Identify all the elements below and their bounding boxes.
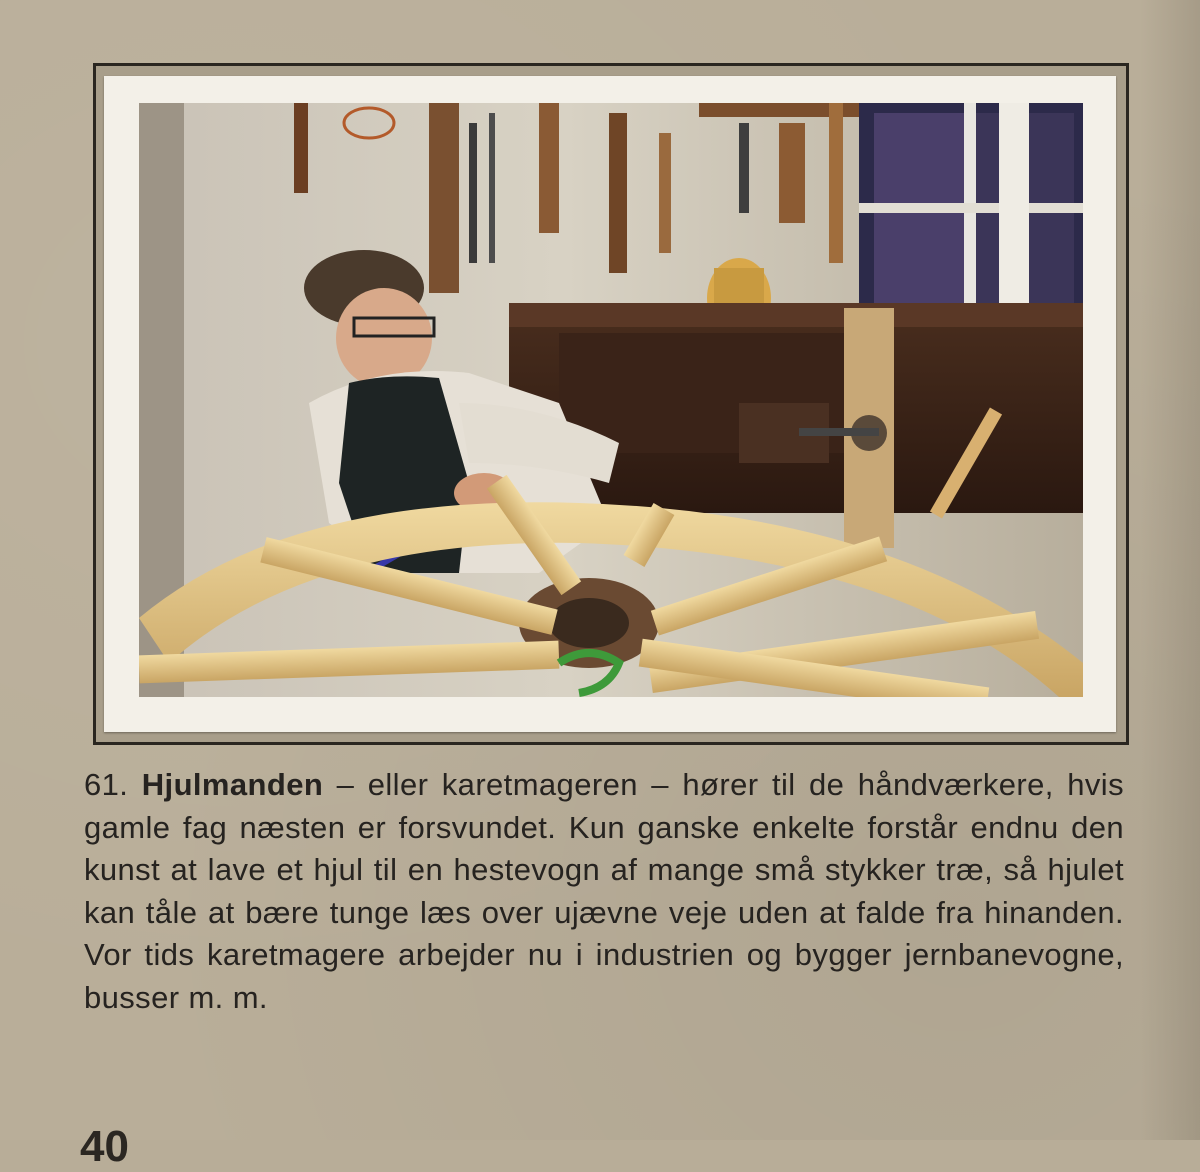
wheelwright-photo	[139, 103, 1083, 697]
card-description: – eller karetmageren – hører til de håndværkere, hvis gamle fag næsten er forsvundet. Kun ganske enkelte forstår endnu den kunst at lave et hjul til en hestevogn af mange små stykker træ, så hjulet kan tåle at bære tunge læs over ujævne veje uden at falde fra hinanden. Vor tids karetmagere arbejder nu i industrien og bygger jernbanevogne, busser m. m.	[84, 767, 1124, 1015]
card-title: Hjulmanden	[141, 767, 324, 802]
page-number: 40	[80, 1122, 129, 1171]
card-number: 61.	[84, 767, 129, 802]
card-caption	[84, 764, 1124, 1019]
page-edge-shadow	[1140, 0, 1200, 1140]
